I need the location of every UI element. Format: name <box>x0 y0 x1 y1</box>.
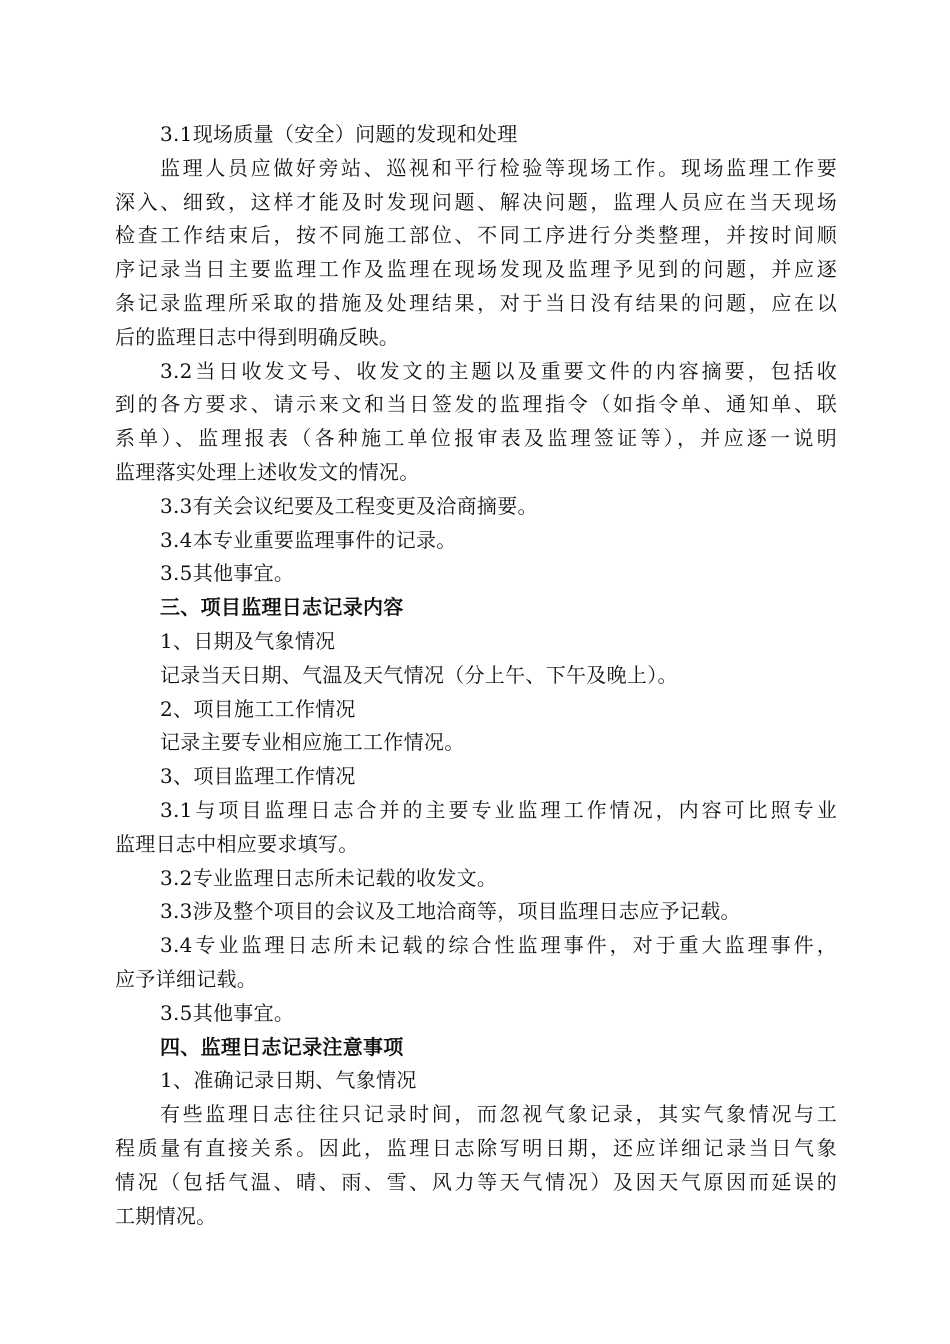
list-item: 3.2专业监理日志所未记载的收发文。 <box>160 865 498 890</box>
paragraph-line: 到的各方要求、请示来文和当日签发的监理指令（如指令单、通知单、联 <box>115 392 837 417</box>
subsection-heading-3-1: 3.1现场质量（安全）问题的发现和处理 <box>160 122 518 146</box>
paragraph-line: 监理日志中相应要求填写。 <box>115 831 359 856</box>
paragraph-line: 3.4专业监理日志所未记载的综合性监理事件，对于重大监理事件， <box>160 933 837 958</box>
paragraph-line: 后的监理日志中得到明确反映。 <box>115 324 400 349</box>
document-body <box>115 118 837 1233</box>
paragraph-line: 检查工作结束后，按不同施工部位、不同工序进行分类整理，并按时间顺 <box>115 223 837 248</box>
section-heading-3: 三、项目监理日志记录内容 <box>160 595 404 620</box>
paragraph-line: 记录主要专业相应施工工作情况。 <box>160 730 465 755</box>
section-heading-4: 四、监理日志记录注意事项 <box>160 1034 404 1059</box>
paragraph-line: 程质量有直接关系。因此，监理日志除写明日期，还应详细记录当日气象 <box>115 1135 837 1160</box>
paragraph-line: 监理人员应做好旁站、巡视和平行检验等现场工作。现场监理工作要 <box>160 155 837 180</box>
list-item: 3.3有关会议纪要及工程变更及洽商摘要。 <box>160 493 538 518</box>
list-item: 3.4本专业重要监理事件的记录。 <box>160 527 457 552</box>
subsection-heading: 3、项目监理工作情况 <box>160 764 356 789</box>
paragraph-line: 深入、细致，这样才能及时发现问题、解决问题，监理人员应在当天现场 <box>115 189 837 214</box>
paragraph-line: 情况（包括气温、晴、雨、雪、风力等天气情况）及因天气原因而延误的 <box>115 1169 837 1194</box>
paragraph-line: 工期情况。 <box>115 1203 217 1228</box>
list-item: 3.5其他事宜。 <box>160 561 295 586</box>
paragraph-line: 监理落实处理上述收发文的情况。 <box>115 459 420 484</box>
subsection-heading: 2、项目施工工作情况 <box>160 696 356 721</box>
paragraph-line: 条记录监理所采取的措施及处理结果，对于当日没有结果的问题，应在以 <box>115 290 837 315</box>
list-item: 3.5其他事宜。 <box>160 1000 295 1025</box>
paragraph-line: 应予详细记载。 <box>115 966 258 991</box>
subsection-heading: 1、日期及气象情况 <box>160 628 336 653</box>
list-item: 3.3涉及整个项目的会议及工地洽商等，项目监理日志应予记载。 <box>160 899 741 924</box>
paragraph-line: 有些监理日志往往只记录时间，而忽视气象记录，其实气象情况与工 <box>160 1102 837 1127</box>
subsection-heading: 1、准确记录日期、气象情况 <box>160 1068 417 1093</box>
paragraph-line: 3.2当日收发文号、收发文的主题以及重要文件的内容摘要，包括收 <box>160 358 837 383</box>
paragraph-line: 系单）、监理报表（各种施工单位报审表及监理签证等），并应逐一说明 <box>115 426 837 451</box>
paragraph-line: 记录当天日期、气温及天气情况（分上午、下午及晚上）。 <box>160 662 678 687</box>
paragraph-line: 3.1与项目监理日志合并的主要专业监理工作情况，内容可比照专业 <box>160 797 837 822</box>
paragraph-line: 序记录当日主要监理工作及监理在现场发现及监理予见到的问题，并应逐 <box>115 257 837 282</box>
